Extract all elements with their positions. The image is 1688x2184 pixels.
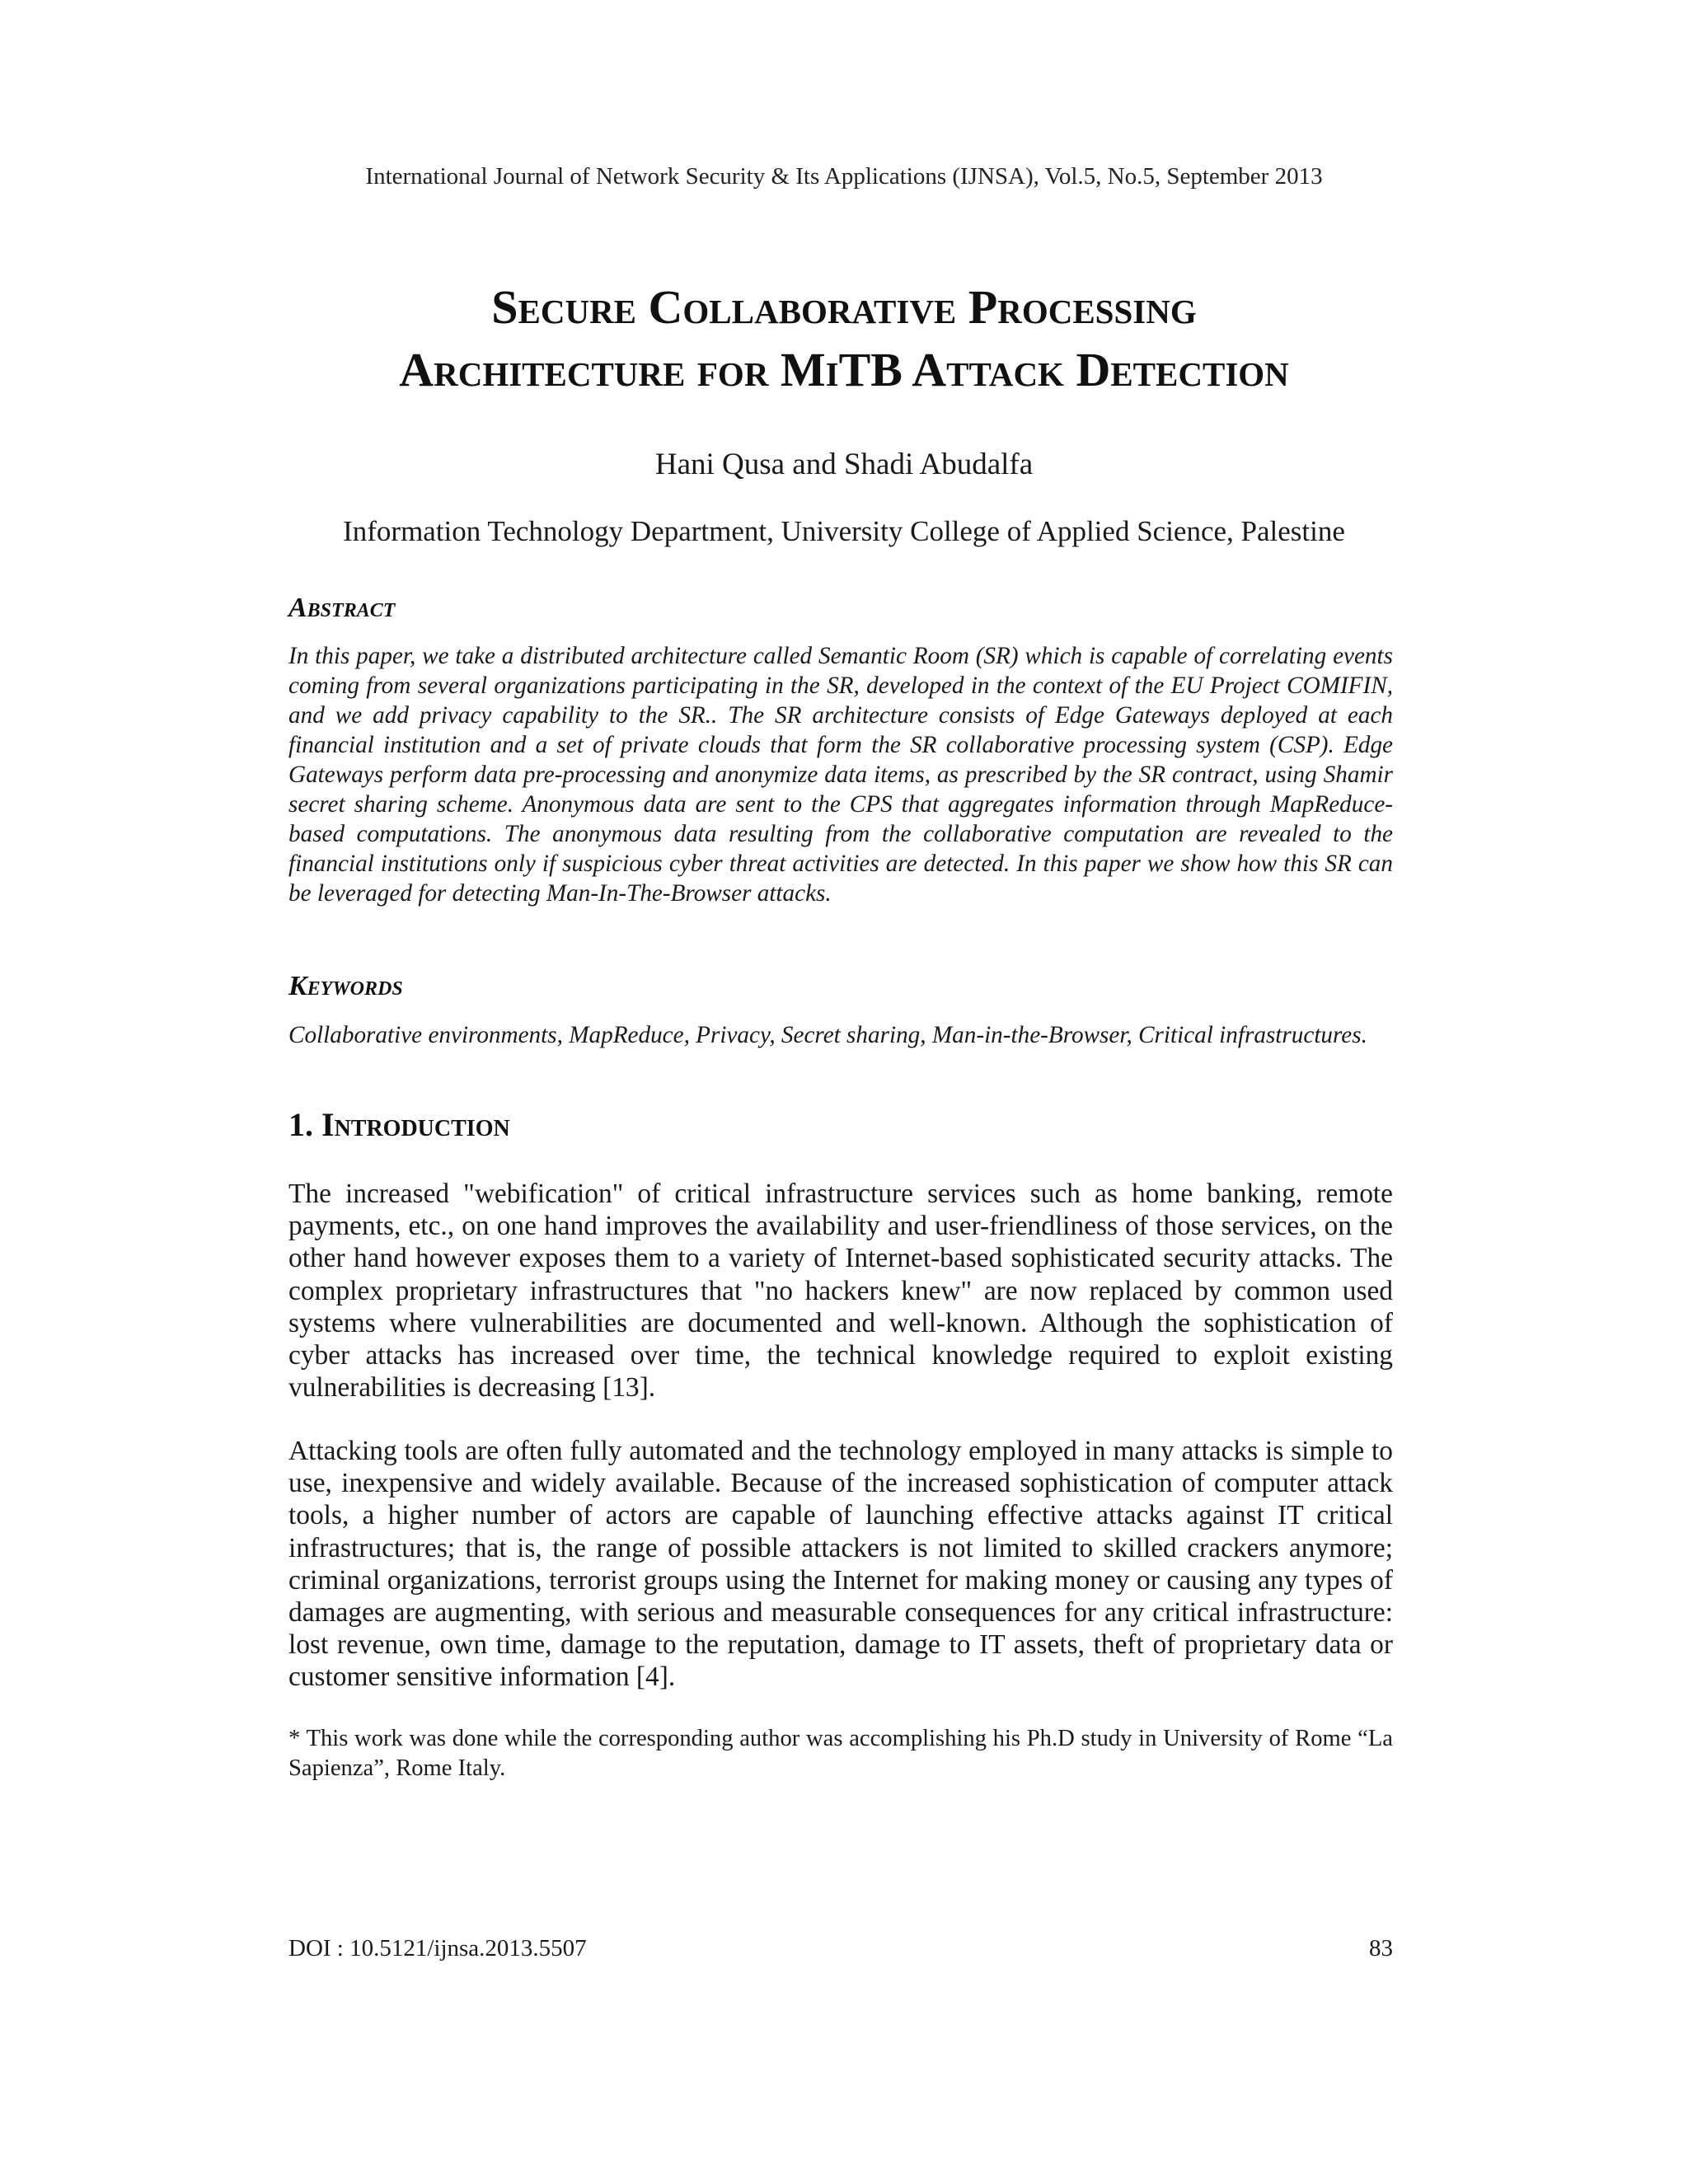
abstract-heading: Abstract <box>288 593 396 623</box>
keywords-heading: Keywords <box>288 971 403 1001</box>
keywords-text: Collaborative environments, MapReduce, Privacy, Secret sharing, Man-in-the-Browser, Critical infrastructures. <box>288 1022 1367 1048</box>
introduction-paragraph-2: Attacking tools are often fully automated and the technology employed in many attacks is simple to use, inexpensive and widely available. Because of the increased sophistication of computer attack tools, a higher number of actors are capable of launching effective attacks against IT critical infrastructures; that is, the range of possible attackers is not limited to skilled crackers anymore; criminal organizations, terrorist groups using the Internet for making money or causing any types of damages are augmenting, with serious and measurable consequences for any critical infrastructure: lost revenue, own time, damage to the reputation, damage to IT assets, theft of proprietary data or customer sensitive information [4]. <box>288 1436 1393 1693</box>
abstract-text: In this paper, we take a distributed architecture called Semantic Room (SR) which is capable of correlating events coming from several organizations participating in the SR, developed in the context of the EU Project COMIFIN, and we add privacy capability to the SR.. The SR architecture consists of Edge Gateways deployed at each financial institution and a set of private clouds that form the SR collaborative processing system (CSP). Edge Gateways perform data pre-processing and anonymize data items, as prescribed by the SR contract, using Shamir secret sharing scheme. Anonymous data are sent to the CPS that aggregates information through MapReduce-based computations. The anonymous data resulting from the collaborative computation are revealed to the financial institutions only if suspicious cyber threat activities are detected. In this paper we show how this SR can be leveraged for detecting Man-In-The-Browser attacks. <box>288 643 1393 907</box>
author-footnote: * This work was done while the corresponding author was accomplishing his Ph.D study in University of Rome “La Sapienza”, Rome Italy. <box>288 1726 1393 1781</box>
author-affiliation: Information Technology Department, University College of Applied Science, Palestine <box>343 515 1345 547</box>
paper-title <box>0 276 1688 401</box>
introduction-paragraph-1: The increased "webification" of critical infrastructure services such as home banking, remote payments, etc., on one hand improves the availability and user-friendliness of those services, on the other hand however exposes them to a variety of Internet-based sophisticated security attacks. The complex proprietary infrastructures that "no hackers knew" are now replaced by common used systems where vulnerabilities are documented and well-known. Although the sophistication of cyber attacks has increased over time, the technical knowledge required to exploit existing vulnerabilities is decreasing [13]. <box>288 1179 1393 1404</box>
title-line-1: Secure Collaborative Processing <box>491 280 1197 334</box>
author-list: Hani Qusa and Shadi Abudalfa <box>654 448 1034 481</box>
page-number: 83 <box>1369 1935 1393 1961</box>
introduction-heading: 1. Introduction <box>288 1106 510 1143</box>
doi-footer: DOI : 10.5121/ijnsa.2013.5507 <box>288 1935 587 1961</box>
title-line-2: Architecture for MiTB Attack Detection <box>399 343 1289 396</box>
running-header: International Journal of Network Security & Its Applications (IJNSA), Vol.5, No.5, September 2013 <box>365 163 1323 190</box>
